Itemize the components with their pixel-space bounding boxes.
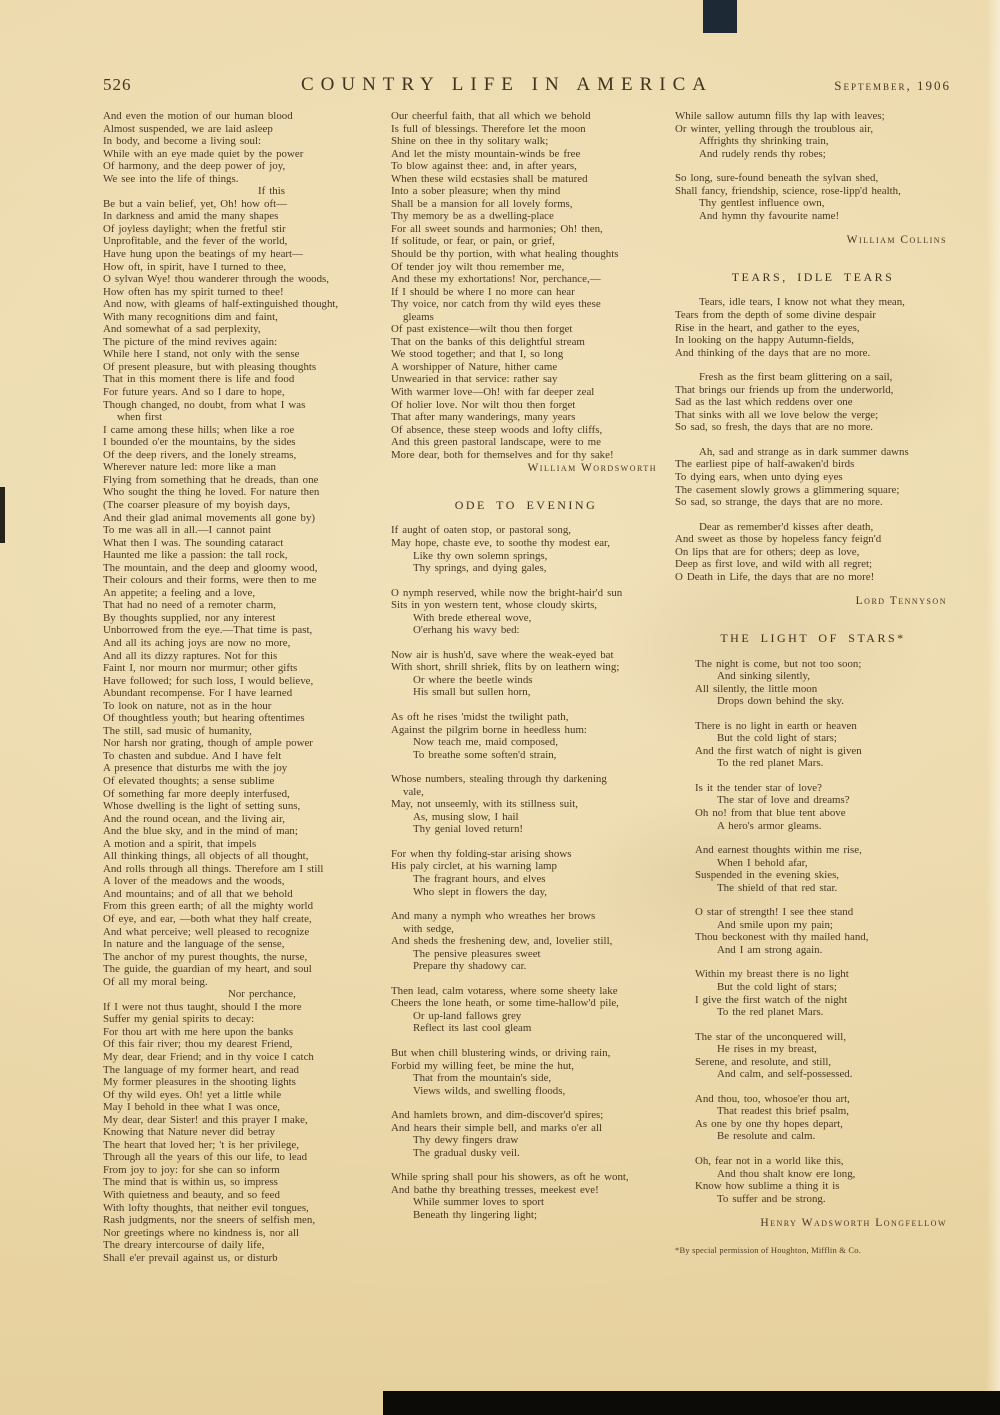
poem-stanza [391,1109,661,1159]
poem-line: And sheds the freshening dew, and, lovelier still, [391,935,613,948]
poem-line: My former pleasures in the shooting lights [103,1076,296,1089]
poem-line: And thinking of the days that are no more. [675,346,871,359]
poem-line: To the red planet Mars. [717,1006,824,1019]
poem-line: Rash judgments, nor the sneers of selfish men, [103,1214,316,1227]
poem-line: He rises in my breast, [717,1043,817,1056]
poem-line: That from the mountain's side, [413,1072,552,1085]
poem-line: What then I was. The sounding cataract [103,536,284,549]
poem-line: Through all the years of this our life, to lead [103,1151,308,1164]
poem-line: For future years. And so I dare to hope, [103,386,285,399]
poem-line: Thy voice, nor catch from thy wild eyes these [391,298,601,311]
poem-stanza [675,1093,951,1143]
poem-line: On lips that are for others; deep as love, [675,545,860,558]
poem-line: And sinking silently, [717,670,810,683]
poem-line: I bounded o'er the mountains, by the sides [103,436,296,449]
poem-line: Is full of blessings. Therefore let the moon [391,122,586,135]
poem-line: (The coarser pleasure of my boyish days, [103,498,291,511]
poem-line: Of past existence—wilt thou then forget [391,323,573,336]
poem-line: And calm, and self-possessed. [717,1068,853,1081]
poem-line: May, not unseemly, with its stillness suit, [391,798,578,811]
poem-line: Thou beckonest with thy mailed hand, [695,931,869,944]
poem-line: If this [258,185,286,198]
poem-line: The casement slowly grows a glimmering square; [675,483,900,496]
poem-line: And all its dizzy raptures. Not for this [103,649,278,662]
poem-line: That on the banks of this delightful stream [391,335,585,348]
poem-line: To chasten and subdue. And I have felt [103,749,282,762]
poem-line: Against the pilgrim borne in heedless hum: [391,723,587,736]
poem-line: Oh no! from that blue tent above [695,806,846,819]
poem-line: For when thy folding-star arising shows [391,847,572,860]
poem-stanza [675,1031,951,1081]
poem-attribution: Henry Wadsworth Longfellow [760,1217,947,1230]
poem-line: To breathe some soften'd strain, [413,748,557,761]
poem-stanza [391,649,661,699]
poem-line: Tears, idle tears, I know not what they mean, [699,296,905,309]
poem-line: May hope, chaste eve, to soothe thy modest ear, [391,536,610,549]
poem-line: I came among these hills; when like a roe [103,423,295,436]
poem-line: And rolls through all things. Therefore am I still [103,862,324,875]
poem-line: If aught of oaten stop, or pastoral song, [391,524,571,537]
poem-line: And these my exhortations! Nor, perchance,— [391,273,601,286]
poem-line: Unprofitable, and the fever of the world, [103,235,288,248]
poem-line: While with an eye made quiet by the power [103,147,304,160]
poem-line: Abundant recompense. For I have learned [103,687,293,700]
poem-line: And somewhat of a sad perplexity, [103,323,261,336]
poem-line: With short, shrill shriek, flits by on leathern wing; [391,661,620,674]
poem-line: With quietness and beauty, and so feed [103,1189,280,1202]
poem-line: Fresh as the first beam glittering on a sail, [699,371,893,384]
poem-line: Of joyless daylight; when the fretful stir [103,222,286,235]
poem-line: Have hung upon the beatings of my heart— [103,248,303,261]
poem-line: Who slept in flowers the day, [413,885,548,898]
poem-line: For thou art with me here upon the banks [103,1025,294,1038]
poem-line: Sits in yon western tent, whose cloudy skirts, [391,599,598,612]
poem-stanza [391,1047,661,1097]
poem-line: Almost suspended, we are laid asleep [103,122,273,135]
poem-line: Then lead, calm votaress, where some sheety lake [391,984,618,997]
footnote: *By special permission of Houghton, Mifflin & Co. [675,1244,862,1255]
poem-line: With brede ethereal wove, [413,611,532,624]
poem-line: The pensive pleasures sweet [413,947,541,960]
poem-line: That brings our friends up from the underworld, [675,383,894,396]
content-columns [103,110,951,1264]
magazine-title: COUNTRY LIFE IN AMERICA [300,74,714,95]
poem-line: And hears their simple bell, and marks o'er all [391,1121,603,1134]
poem-line: A motion and a spirit, that impels [103,837,257,850]
poem-line: That readest this brief psalm, [717,1105,849,1118]
poem-line: To suffer and be strong. [717,1192,826,1205]
poem-stanza [391,110,661,461]
poem-line: Should be thy portion, with what healing thoughts [391,248,619,261]
poem-line: And their glad animal movements all gone by) [103,511,316,524]
poem-line: Who sought the thing he loved. For nature then [103,486,320,499]
poem-line: And what perceive; well pleased to recognize [103,925,310,938]
poem-line: To look on nature, not as in the hour [103,699,272,712]
poem-stanza [675,968,951,1018]
poem-line: That had no need of a remoter charm, [103,599,276,612]
poem-line: Now teach me, maid composed, [413,736,558,749]
poem-line: Of elevated thoughts; a sense sublime [103,774,275,787]
poem-line: And the round ocean, and the living air, [103,812,285,825]
poem-line: There is no light in earth or heaven [695,719,857,732]
poem-line: And let the misty mountain-winds be free [391,147,581,160]
poem-line: The earliest pipe of half-awaken'd birds [675,458,855,471]
poem-line: Of holier love. Nor wilt thou then forget [391,398,576,411]
poem-line: A hero's armor gleams. [717,819,822,832]
poem-line: Or winter, yelling through the troublous air, [675,122,874,135]
poem-line: gleams [403,310,434,323]
poem-line: The dreary intercourse of daily life, [103,1239,265,1252]
poem-stanza [391,1171,661,1221]
poem-line: While spring shall pour his showers, as oft he wont, [391,1171,629,1184]
poem-stanza [391,848,661,898]
poem-line: The star of the unconquered will, [695,1030,847,1043]
poem-line: While here I stand, not only with the sense [103,348,300,361]
poem-line: O Death in Life, the days that are no more! [675,570,875,583]
poem-line: Tears from the depth of some divine despair [675,309,876,322]
poem-line: Knowing that Nature never did betray [103,1126,275,1139]
poem-line: My dear, dear Friend; and in thy voice I catch [103,1051,314,1064]
poem-line: But the cold light of stars; [717,732,837,745]
poem-line: When I behold afar, [717,856,808,869]
poem-line: And smile upon my pain; [717,918,833,931]
poem-line: Know how sublime a thing it is [695,1180,840,1193]
poem-line: Of absence, these steep woods and lofty cliffs, [391,423,603,436]
poem-line: Deep as first love, and wild with all regret; [675,558,872,571]
poem-line: Have followed; for such loss, I would believe, [103,674,314,687]
poem-line: And thou, too, whosoe'er thou art, [695,1092,850,1105]
poem-line: The star of love and dreams? [717,794,850,807]
poem-line: How often has my spirit turned to thee! [103,285,284,298]
poem-line: If I were not thus taught, should I the more [103,1000,302,1013]
poem-line: Unwearied in that service: rather say [391,373,558,386]
poem-line: In body, and become a living soul: [103,135,262,148]
poem-line: Of present pleasure, but with pleasing thoughts [103,360,317,373]
poem-stanza [391,711,661,761]
poem-line: Faint I, nor mourn nor murmur; other gifts [103,662,298,675]
poem-line: While sallow autumn fills thy lap with leaves; [675,110,885,122]
poem-line: As one by one thy hopes depart, [695,1117,843,1130]
poem-line: The picture of the mind revives again: [103,335,278,348]
poem-stanza [391,587,661,637]
poem-line: Shall fancy, friendship, science, rose-lipp'd health, [675,184,901,197]
poem-line: His small but sullen horn, [413,686,531,699]
poem-line: And rudely rends thy robes; [699,147,826,160]
poem-line: His paly circlet, at his warning lamp [391,860,557,873]
poem-line: Of this fair river; thou my dearest Friend, [103,1038,293,1051]
poem-line: If I should be where I no more can hear [391,285,575,298]
poem-line: The still, sad music of humanity, [103,724,252,737]
poem-line: And mountains; and of all that we behold [103,887,293,900]
poem-stanza [675,371,951,434]
poem-line: Like thy own solemn springs, [413,549,548,562]
poem-line: Or where the beetle winds [413,673,533,686]
poem-attribution: William Collins [846,234,947,247]
poem-line: Unborrowed from the eye.—That time is past, [103,624,313,637]
poem-line: If solitude, or fear, or pain, or grief, [391,235,555,248]
poem-stanza [675,446,951,509]
poem-line: With lofty thoughts, that neither evil tongues, [103,1201,309,1214]
poem-line: That sinks with all we love below the verge; [675,408,879,421]
poem-line: The shield of that red star. [717,881,838,894]
poem-line: Of eye, and ear, —both what they half create, [103,913,312,925]
poem-line: A presence that disturbs me with the joy [103,762,288,775]
poem-stanza [675,1155,951,1205]
poem-line: The mind that is within us, so impress [103,1176,278,1189]
poem-line: Nor greetings where no kindness is, nor all [103,1226,300,1239]
poem-line: Thy gentlest influence own, [699,197,825,210]
poem-title: TEARS, IDLE TEARS [731,269,895,284]
poem-stanza [675,110,951,160]
poem-stanza [391,524,661,574]
poem-line: Now air is hush'd, save where the weak-eyed bat [391,648,614,661]
poem-line: Oh, fear not in a world like this, [695,1155,844,1167]
poem-line: From joy to joy: for she can so inform [103,1163,280,1176]
poem-line: And the first watch of night is given [695,744,862,757]
poem-line: Drops down behind the sky. [717,695,845,708]
poem-line: And now, with gleams of half-extinguished thought, [103,298,339,311]
poem-line: The anchor of my purest thoughts, the nurse, [103,950,308,963]
poem-line: In darkness and amid the many shapes [103,210,279,223]
poem-stanza [675,844,951,894]
poem-line: To me was all in all.—I cannot paint [103,524,272,537]
poem-line: Of all my moral being. [103,975,208,988]
poem-line: And hamlets brown, and dim-discover'd spires; [391,1109,604,1122]
poem-line: In looking on the happy Autumn-fields, [675,334,854,347]
poem-line: Whose dwelling is the light of setting suns, [103,800,301,813]
poem-line: Be resolute and calm. [717,1130,816,1143]
poem-line: Prepare thy shadowy car. [413,960,527,973]
poem-line: Beneath thy lingering light; [413,1209,537,1222]
poem-stanza [675,906,951,956]
scan-edge-bottom [383,1391,1000,1415]
poem-line: Cheers the lone heath, or some time-hallow'd pile, [391,997,619,1010]
poem-line: The night is come, but not too soon; [695,657,862,670]
poem-line: That in this moment there is life and food [103,373,295,386]
poem-line: As oft he rises 'midst the twilight path, [391,710,569,723]
poem-line: Serene, and resolute, and still, [695,1055,832,1068]
poem-title: THE LIGHT OF STARS* [720,630,906,645]
poem-line: Thy genial loved return! [413,823,524,836]
poem-line: Ah, sad and strange as in dark summer dawns [699,445,909,458]
poem-line: with sedge, [403,922,454,935]
poem-line: Within my breast there is no light [695,968,849,981]
poem-line: O'erhang his wavy bed: [413,624,520,637]
poem-line: And bathe thy breathing tresses, meekest eve! [391,1183,599,1196]
poem-line: Haunted me like a passion: the tall rock, [103,549,288,562]
poem-line: A worshipper of Nature, hither came [391,360,558,373]
ink-mark-top [703,0,737,33]
column-right [675,110,951,1264]
poem-line: My dear, dear Sister! and this prayer I make, [103,1113,308,1126]
poem-line: Their colours and their forms, were then to me [103,574,317,587]
poem-line: And sweet as those by hopeless fancy feign'd [675,533,882,546]
poem-line: For all sweet sounds and harmonies; Oh! then, [391,222,603,235]
poem-line: vale, [403,785,424,798]
poem-line: How oft, in spirit, have I turned to thee, [103,260,287,273]
poem-line: Of thy wild eyes. Oh! yet a little while [103,1088,282,1101]
poem-line: I give the first watch of the night [695,993,848,1006]
poem-line: Into a sober pleasure; when thy mind [391,185,561,198]
poem-line: Of the deep rivers, and the lonely streams, [103,448,297,461]
poem-line: More dear, both for themselves and for thy sake! [391,448,614,461]
poem-title: ODE TO EVENING [454,497,598,512]
poem-line: In nature and the language of the sense, [103,938,285,951]
page-number: 526 [103,75,132,94]
poem-line: All thinking things, all objects of all thought, [103,850,309,863]
poem-line: By thoughts supplied, nor any interest [103,611,276,624]
poem-line: And many a nymph who wreathes her brows [391,910,596,923]
poem-line: Be but a vain belief, yet, Oh! how oft— [103,197,288,210]
poem-stanza [675,172,951,222]
poem-stanza [675,658,951,708]
poem-stanza [103,110,375,1264]
poem-line: O nymph reserved, while now the bright-hair'd sun [391,586,623,599]
poem-line: All silently, the little moon [695,682,818,695]
poem-line: To the red planet Mars. [717,757,824,770]
poem-attribution: Lord Tennyson [855,595,947,608]
poem-line: O sylvan Wye! thou wanderer through the woods, [103,273,330,286]
poem-line: So sad, so strange, the days that are no more. [675,496,883,509]
poem-line: An appetite; a feeling and a love, [103,586,256,599]
issue-date: September, 1906 [834,78,951,93]
poem-line: A lover of the meadows and the woods, [103,875,285,888]
poem-stanza [675,782,951,832]
poem-line: Of thoughtless youth; but hearing oftentimes [103,712,305,725]
poem-line: Affrights thy shrinking train, [699,135,829,148]
page-edge-highlight [986,0,1000,1415]
poem-line: And even the motion of our human blood [103,110,293,122]
poem-line: Of harmony, and the deep power of joy, [103,160,286,173]
poem-line: Shall be a mansion for all lovely forms, [391,197,573,210]
poem-line: And this green pastoral landscape, were to me [391,436,601,449]
poem-line: To dying ears, when unto dying eyes [675,471,843,484]
poem-line: Is it the tender star of love? [695,781,822,794]
poem-line: The heart that loved her; 't is her privilege, [103,1138,299,1151]
poem-stanza [391,910,661,973]
poem-stanza [675,521,951,584]
poem-line: Wherever nature led: more like a man [103,461,276,474]
poem-line: Nor harsh nor grating, though of ample power [103,737,313,750]
poem-line: May I behold in thee what I was once, [103,1101,281,1114]
poem-line: From this green earth; of all the mighty world [103,900,314,913]
poem-line: The gradual dusky veil. [413,1146,520,1159]
poem-line: Dear as remember'd kisses after death, [699,520,874,533]
poem-line: Nor perchance, [228,988,296,1001]
poem-line: As, musing slow, I hail [413,810,519,823]
poem-line: Sad as the last which reddens over one [675,396,853,409]
poem-line: Of tender joy wilt thou remember me, [391,260,565,273]
poem-stanza [391,985,661,1035]
column-middle [391,110,661,1264]
poem-line: And hymn thy favourite name! [699,209,840,222]
poem-line: Views wilds, and swelling floods, [413,1084,566,1097]
poem-line: Forbid my willing feet, be mine the hut, [391,1059,575,1072]
poem-line: That after many wanderings, many years [391,411,576,424]
poem-line: Of something far more deeply interfused, [103,787,290,800]
poem-line: Reflect its last cool gleam [413,1022,532,1035]
poem-line: when first [117,411,163,424]
poem-line: The guide, the guardian of my heart, and soul [103,963,312,976]
poem-line: Thy springs, and dying gales, [413,562,547,575]
poem-line: The mountain, and the deep and gloomy wood, [103,561,318,574]
poem-attribution: William Wordsworth [527,462,657,475]
poem-line: Flying from something that he dreads, than one [103,473,319,486]
poem-line: Shall e'er prevail against us, or disturb [103,1251,278,1264]
poem-line: Suspended in the evening skies, [695,869,840,882]
poem-line: We see into the life of things. [103,172,239,185]
poem-line: Rise in the heart, and gather to the eyes, [675,321,860,334]
poem-line: Suffer my genial spirits to decay: [103,1013,255,1026]
poem-line: Thy memory be as a dwelling-place [391,210,554,223]
poem-line: And the blue sky, and in the mind of man; [103,825,298,838]
poem-line: With warmer love—Oh! with far deeper zeal [391,386,595,399]
poem-line: To blow against thee: and, in after years, [391,160,577,173]
page-header [103,74,951,96]
poem-line: We stood together; and that I, so long [391,348,564,361]
poem-line: Thy dewy fingers draw [413,1134,519,1147]
poem-line: The language of my former heart, and read [103,1063,299,1076]
poem-line: When these wild ecstasies shall be matured [391,172,588,185]
poem-stanza [675,720,951,770]
poem-line: So sad, so fresh, the days that are no more. [675,421,874,434]
poem-stanza [391,773,661,836]
poem-line: Though changed, no doubt, from what I was [103,398,306,411]
poem-line: So long, sure-found beneath the sylvan shed, [675,172,879,185]
ink-mark-left [0,487,5,543]
poem-line: And all its aching joys are now no more, [103,636,291,649]
column-left [103,110,375,1264]
poem-line: And thou shalt know ere long, [717,1167,856,1180]
poem-line: The fragrant hours, and elves [413,872,546,885]
poem-line: O star of strength! I see thee stand [695,906,854,919]
poem-line: While summer loves to sport [413,1196,545,1209]
poem-line: Shine on thee in thy solitary walk; [391,135,549,148]
poem-line: And earnest thoughts within me rise, [695,844,862,857]
poem-line: And I am strong again. [717,943,823,956]
poem-line: But when chill blustering winds, or driving rain, [391,1047,611,1059]
poem-stanza [675,296,951,359]
poem-line: Or up-land fallows grey [413,1009,522,1022]
poem-line: But the cold light of stars; [717,980,837,993]
poem-line: Whose numbers, stealing through thy darkening [391,773,607,786]
poem-line: With many recognitions dim and faint, [103,310,278,323]
poem-line: Our cheerful faith, that all which we behold [391,110,591,122]
